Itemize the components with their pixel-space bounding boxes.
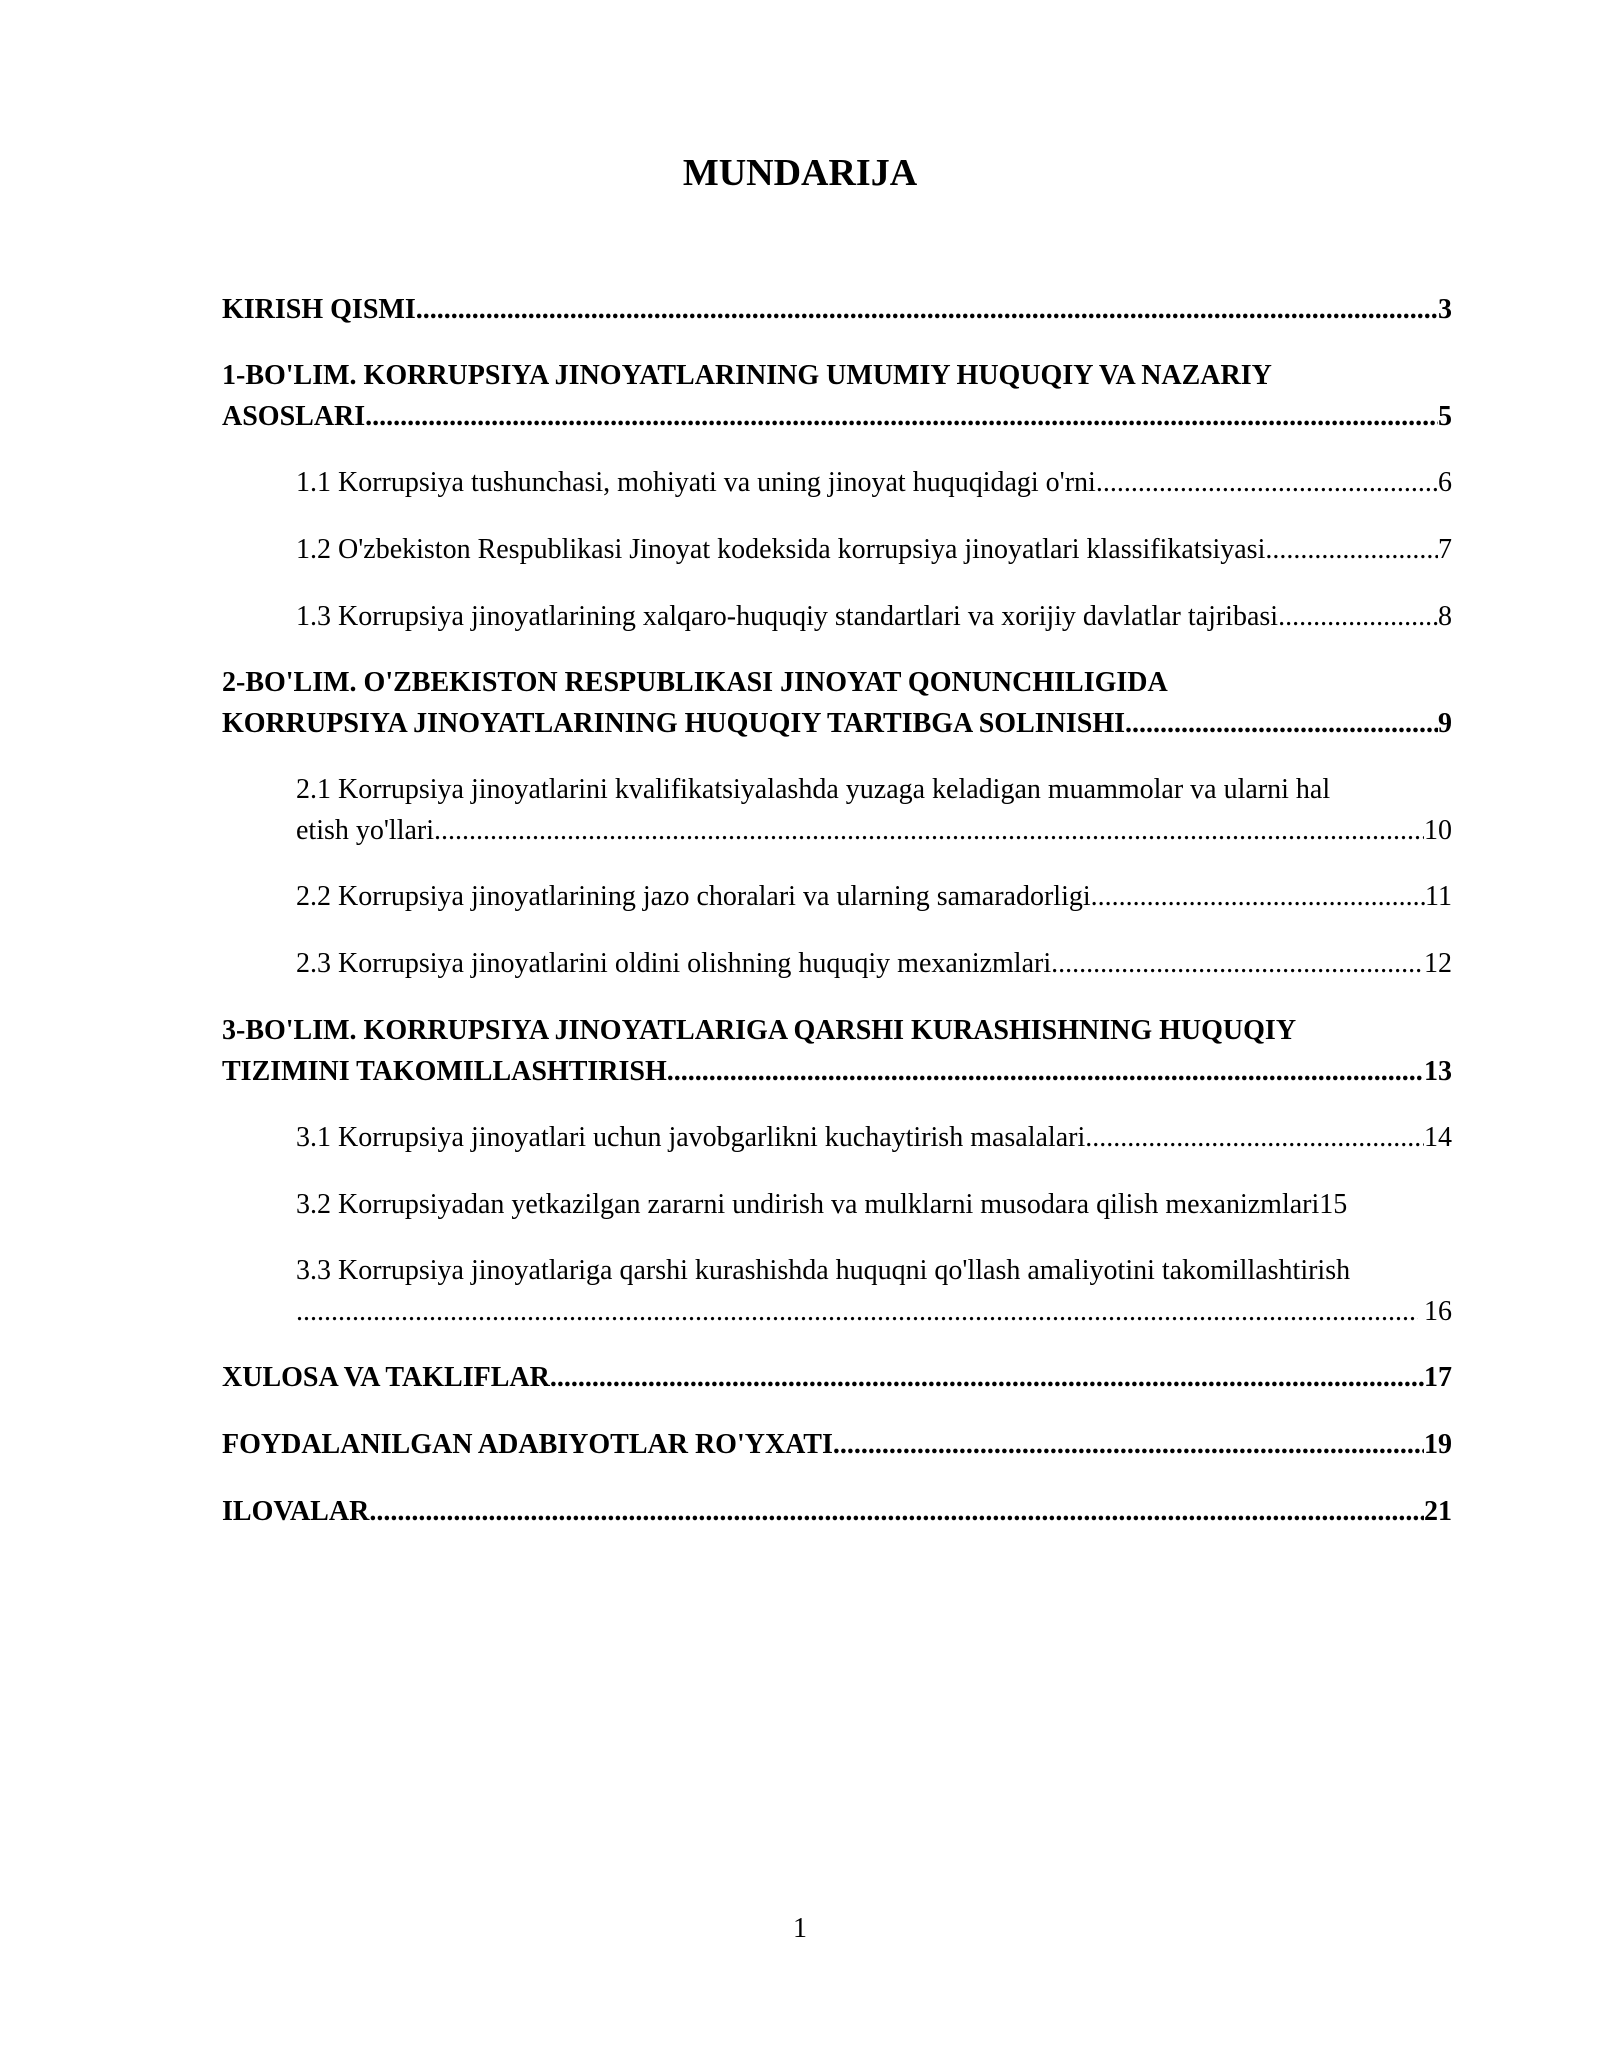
toc-entry-adabiyotlar[interactable] <box>222 1424 1452 1465</box>
toc-leader-dots <box>1265 529 1438 570</box>
toc-leader-dots <box>667 1051 1424 1092</box>
toc-entry-xulosa[interactable] <box>222 1357 1452 1398</box>
toc-page-number: 12 <box>1424 948 1452 979</box>
toc-entry-1-2[interactable] <box>296 529 1452 570</box>
toc-entry-title: ILOVALAR <box>222 1496 370 1527</box>
toc-leader-dots <box>434 810 1424 851</box>
toc-entry-title-line: 3-BO'LIM. KORRUPSIYA JINOYATLARIGA QARSHI KURASHISHNING HUQUQIY <box>222 1015 1297 1046</box>
toc-leader-dots <box>1278 596 1438 637</box>
toc-entry-section-3[interactable] <box>222 1010 1452 1092</box>
toc-page-number: 17 <box>1424 1362 1452 1393</box>
toc-leader-dots <box>1125 703 1438 744</box>
toc-page-number: 5 <box>1438 401 1452 432</box>
toc-entry-title: 1.1 Korrupsiya tushunchasi, mohiyati va uning jinoyat huquqidagi o'rni <box>296 467 1096 498</box>
toc-entry-title: 3.1 Korrupsiya jinoyatlari uchun javobgarlikni kuchaytirish masalalari <box>296 1122 1086 1153</box>
toc-leader-dots <box>416 289 1438 330</box>
toc-page-number: 19 <box>1424 1429 1452 1460</box>
toc-page-number: 15 <box>1319 1189 1348 1220</box>
toc-page-number: 13 <box>1424 1056 1452 1087</box>
toc-entry-title: 3.2 Korrupsiyadan yetkazilgan zararni undirish va mulklarni musodara qilish mexanizmlari <box>296 1189 1320 1220</box>
toc-leader-dots <box>833 1424 1424 1465</box>
toc-entry-2-2[interactable] <box>296 876 1452 917</box>
toc-entry-title: ASOSLARI <box>222 401 366 432</box>
toc-page-number: 10 <box>1424 815 1452 846</box>
toc-entry-ilovalar[interactable] <box>222 1491 1452 1532</box>
toc-entry-title: etish yo'llari <box>296 815 435 846</box>
toc-entry-1-1[interactable] <box>296 462 1452 503</box>
toc-leader-dots <box>550 1357 1424 1398</box>
toc-entry-title-line: 2.1 Korrupsiya jinoyatlarini kvalifikatsiyalashda yuzaga keladigan muammolar va ularni hal <box>296 774 1331 805</box>
toc-entry-3-3[interactable] <box>296 1250 1486 1332</box>
toc-leader-dots <box>296 1291 1418 1332</box>
toc-page-number: 7 <box>1438 534 1452 565</box>
toc-entry-title-line: 3.3 Korrupsiya jinoyatlariga qarshi kurashishda huquqni qo'llash amaliyotini takomillashtirish <box>296 1255 1351 1286</box>
toc-page-number: 11 <box>1425 881 1452 912</box>
toc-page-number: 8 <box>1438 601 1452 632</box>
toc-page-number: 9 <box>1438 708 1452 739</box>
toc-entry-title: XULOSA VA TAKLIFLAR <box>222 1362 550 1393</box>
toc-leader-dots <box>1051 943 1424 984</box>
toc-leader-dots <box>1096 462 1438 503</box>
toc-entry-title: 1.2 O'zbekiston Respublikasi Jinoyat kodeksida korrupsiya jinoyatlari klassifikatsiyasi <box>296 534 1266 565</box>
toc-entry-3-2[interactable] <box>296 1184 1486 1225</box>
toc-page-number: 21 <box>1424 1496 1452 1527</box>
toc-entry-title: 2.2 Korrupsiya jinoyatlarining jazo choralari va ularning samaradorligi <box>296 881 1091 912</box>
toc-entry-title: KIRISH QISMI <box>222 294 416 325</box>
toc-entry-2-3[interactable] <box>296 943 1452 984</box>
toc-entry-kirish[interactable] <box>222 289 1452 330</box>
toc-page-number: 6 <box>1438 467 1452 498</box>
toc-leader-dots <box>1085 1117 1424 1158</box>
toc-entry-title: TIZIMINI TAKOMILLASHTIRISH <box>222 1056 667 1087</box>
toc-entry-section-1[interactable] <box>222 355 1452 437</box>
toc-leader-dots <box>369 1491 1424 1532</box>
page-number: 1 <box>793 1913 807 1944</box>
toc-page-number: 3 <box>1438 294 1452 325</box>
toc-page-number: 14 <box>1424 1122 1452 1153</box>
toc-entry-title: 1.3 Korrupsiya jinoyatlarining xalqaro-huquqiy standartlari va xorijiy davlatlar tajribasi <box>296 601 1279 632</box>
toc-leader-dots <box>1091 876 1425 917</box>
toc-entry-title: 2.3 Korrupsiya jinoyatlarini oldini olishning huquqiy mexanizmlari <box>296 948 1052 979</box>
toc-entry-title: FOYDALANILGAN ADABIYOTLAR RO'YXATI <box>222 1429 833 1460</box>
toc-entry-3-1[interactable] <box>296 1117 1452 1158</box>
toc-entry-1-3[interactable] <box>296 596 1452 637</box>
toc-entry-title-line: 1-BO'LIM. KORRUPSIYA JINOYATLARINING UMUMIY HUQUQIY VA NAZARIY <box>222 360 1272 391</box>
toc-leader-dots <box>365 396 1438 437</box>
page-title: MUNDARIJA <box>682 152 918 194</box>
toc-entry-section-2[interactable] <box>222 662 1452 744</box>
toc-page-number: 16 <box>1424 1296 1452 1327</box>
toc-entry-title: KORRUPSIYA JINOYATLARINING HUQUQIY TARTIBGA SOLINISHI <box>222 708 1126 739</box>
toc-entry-2-1[interactable] <box>296 769 1452 851</box>
toc-entry-title-line: 2-BO'LIM. O'ZBEKISTON RESPUBLIKASI JINOYAT QONUNCHILIGIDA <box>222 667 1168 698</box>
